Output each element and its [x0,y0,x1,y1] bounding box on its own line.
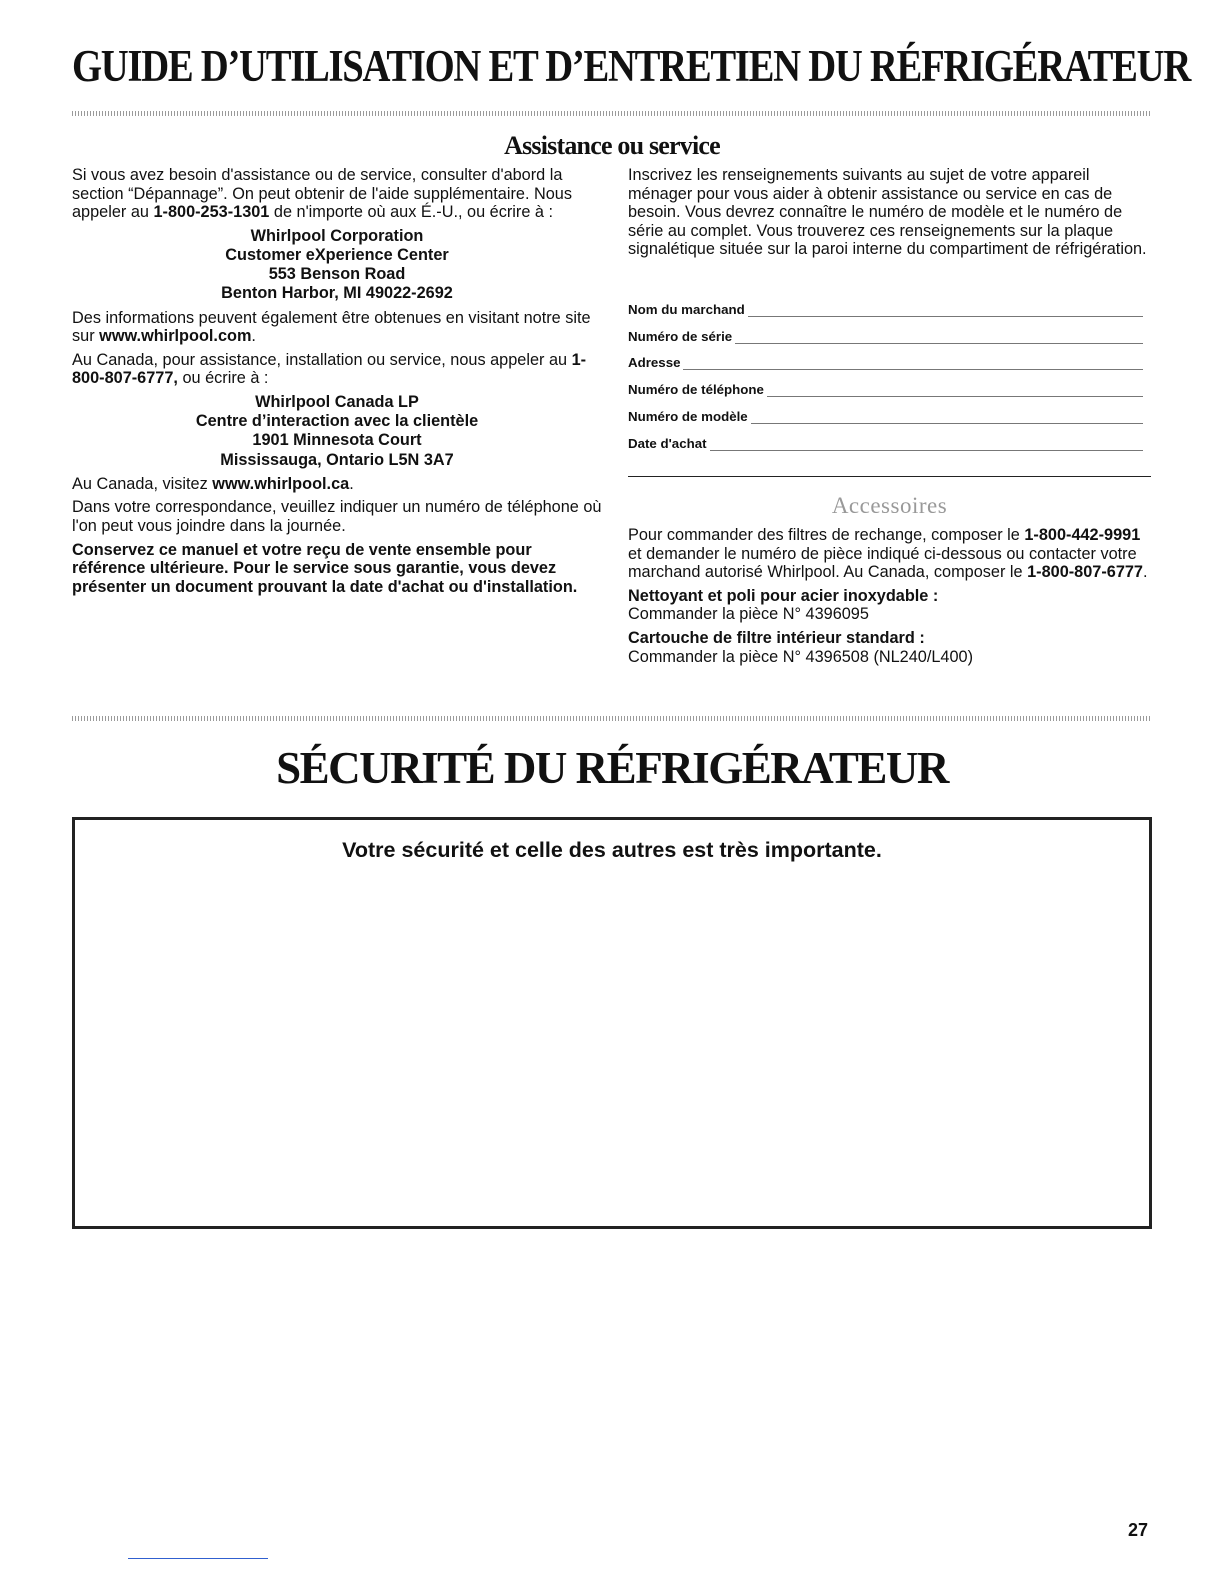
assistance-heading: Assistance ou service [504,131,720,160]
safety-box [72,817,1152,1229]
serial-number-field[interactable] [735,329,1143,344]
accessories-intro: Pour commander des filtres de rechange, composer le 1-800-442-9991 et demander le numéro de pièce indiqué ci-dessous ou contacter votre marchand autorisé Whirlpool. Au Canada, composer le 1-800-807-6777. [628,526,1148,582]
accessories-divider [628,476,1151,477]
assistance-intro: Si vous avez besoin d'assistance ou de service, consulter d'abord la section “Dépannage”. On peut obtenir de l'aide supplémentaire. Nous appeler au 1-800-253-1301 de n'importe où aux É.-U., ou écrire à : [72,166,572,222]
accessory-item-cleaner-part: Commander la pièce N° 4396095 [628,605,869,624]
correspondence-note: Dans votre correspondance, veuillez indiquer un numéro de téléphone où l'on peut vous joindre dans la journée. [72,498,602,535]
us-website-link[interactable]: www.whirlpool.com [99,327,252,346]
page-title: GUIDE D’UTILISATION ET D’ENTRETIEN DU RÉFRIGÉRATEUR [72,41,1190,91]
accessories-phone-us: 1-800-442-9991 [1024,526,1141,544]
accessories-phone-canada: 1-800-807-6777 [1027,563,1143,582]
owner-info-form [628,290,1143,451]
phone-number-field[interactable] [767,382,1143,397]
form-row-dealer: Nom du marchand [628,290,1143,317]
section-divider [72,716,1152,721]
accessory-item-filter-part: Commander la pièce N° 4396508 (NL240/L400) [628,647,974,666]
canada-website-link[interactable]: www.whirlpool.ca [212,474,350,493]
form-row-serial: Numéro de série [628,317,1143,344]
owner-info-intro: Inscrivez les renseignements suivants au sujet de votre appareil ménager pour vous aider à obtenir assistance ou service en cas de besoin. Vous devrez connaître le numéro de modèle et le numéro de série au complet. Vous trouverez ces renseignements sur la plaque signalétique située sur la paroi interne du compartiment de réfrigération. [628,166,1147,259]
safety-box-heading: Votre sécurité et celle des autres est très importante. [342,838,882,862]
safety-section-title: SÉCURITÉ DU RÉFRIGÉRATEUR [276,743,948,793]
us-address: Whirlpool Corporation Customer eXperience Center 553 Benson Road Benton Harbor, MI 49022-2692 [221,226,453,303]
title-divider [72,111,1152,116]
purchase-date-field[interactable] [710,436,1143,451]
dealer-name-field[interactable] [748,302,1143,317]
website-info: Des informations peuvent également être obtenues en visitant notre site sur www.whirlpool.com. [72,308,591,346]
keep-manual-note: Conservez ce manuel et votre reçu de vente ensemble pour référence ultérieure. Pour le service sous garantie, vous devez présenter un document prouvant la date d'achat ou d'installation. [72,540,578,596]
assistance-column [72,166,602,601]
form-row-model: Numéro de modèle [628,397,1143,424]
accessory-item-cleaner-title: Nettoyant et poli pour acier inoxydable : [628,586,939,605]
canada-address: Whirlpool Canada LP Centre d’interaction avec la clientèle 1901 Minnesota Court Mississauga, Ontario L5N 3A7 [195,392,479,469]
page-number: 27 [1128,1520,1149,1540]
accessories-section [628,526,1151,671]
canada-service-info: Au Canada, pour assistance, installation ou service, nous appeler au 1-800-807-6777, ou écrire à : [72,350,587,388]
owner-info-column [628,166,1151,264]
form-row-purchase-date: Date d'achat [628,424,1143,451]
address-field[interactable] [683,355,1143,370]
accessories-heading: Accessoires [831,493,948,518]
form-row-phone: Numéro de téléphone [628,370,1143,397]
accessory-item-filter-title: Cartouche de filtre intérieur standard : [628,628,925,647]
canada-website-info: Au Canada, visitez www.whirlpool.ca. [72,474,354,493]
us-phone: 1-800-253-1301 [153,203,270,222]
footer-rule [128,1558,268,1559]
model-number-field[interactable] [751,409,1143,424]
canada-phone: 1-800-807-6777, [72,350,587,388]
form-row-address: Adresse [628,344,1143,371]
